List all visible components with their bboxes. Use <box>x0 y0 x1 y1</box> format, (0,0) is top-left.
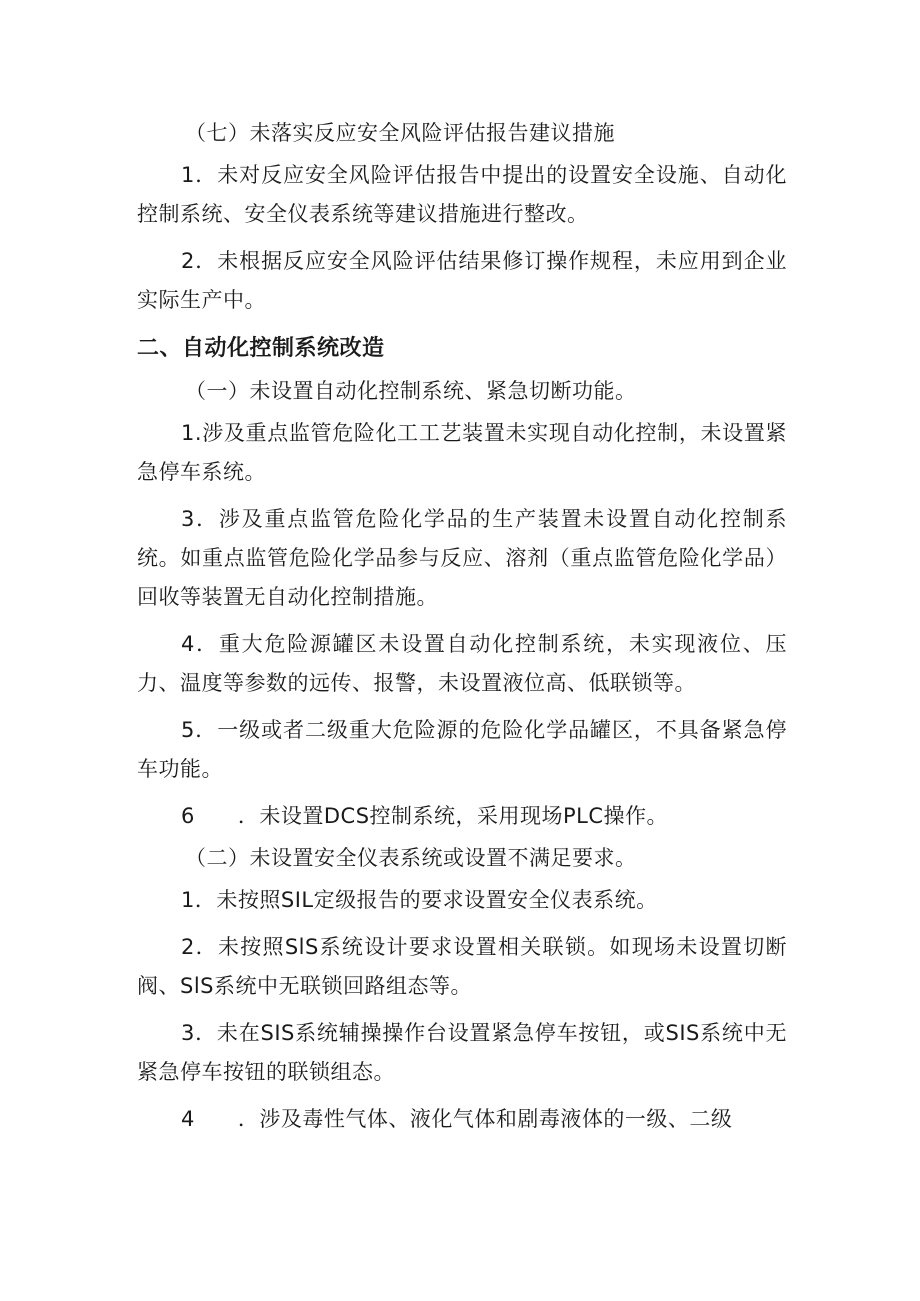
item-1-3: 3．涉及重点监管危险化学品的生产装置未设置自动化控制系统。如重点监管危险化学品参与反应、溶剂（重点监管危险化学品）回收等装置无自动化控制措施。 <box>137 507 787 609</box>
document-body <box>137 114 787 1139</box>
item-2-1: 1．未按照SIL定级报告的要求设置安全仪表系统。 <box>181 888 658 912</box>
section-7-heading: （七）未落实反应安全风险评估报告建议措施 <box>185 121 615 145</box>
section-1-heading: （一）未设置自动化控制系统、紧急切断功能。 <box>185 379 637 403</box>
item-1-5: 5．一级或者二级重大危险源的危险化学品罐区，不具备紧急停车功能。 <box>137 718 787 781</box>
item-1-6: 6 ．未设置DCS控制系统，采用现场PLC操作。 <box>181 804 669 828</box>
section-2-heading: （二）未设置安全仪表系统或设置不满足要求。 <box>185 846 637 870</box>
item-2-2: 2．未按照SlS系统设计要求设置相关联锁。如现场未设置切断阀、SlS系统中无联锁回路组态等。 <box>137 935 787 998</box>
chapter-2-heading: 二、自动化控制系统改造 <box>137 336 385 361</box>
item-2-4: 4 ．涉及毒性气体、液化气体和剧毒液体的一级、二级 <box>181 1107 733 1131</box>
item-7-1: 1．未对反应安全风险评估报告中提出的设置安全设施、自动化控制系统、安全仪表系统等建议措施进行整改。 <box>137 163 787 226</box>
item-7-2: 2．未根据反应安全风险评估结果修订操作规程，未应用到企业实际生产中。 <box>137 249 787 312</box>
item-1-1: 1.涉及重点监管危险化工工艺装置未实现自动化控制，未设置紧急停车系统。 <box>137 421 787 484</box>
item-1-4: 4．重大危险源罐区未设置自动化控制系统，未实现液位、压力、温度等参数的远传、报警，未设置液位高、低联锁等。 <box>137 632 787 695</box>
item-2-3: 3．未在SIS系统辅操操作台设置紧急停车按钮，或SIS系统中无紧急停车按钮的联锁组态。 <box>137 1021 787 1084</box>
